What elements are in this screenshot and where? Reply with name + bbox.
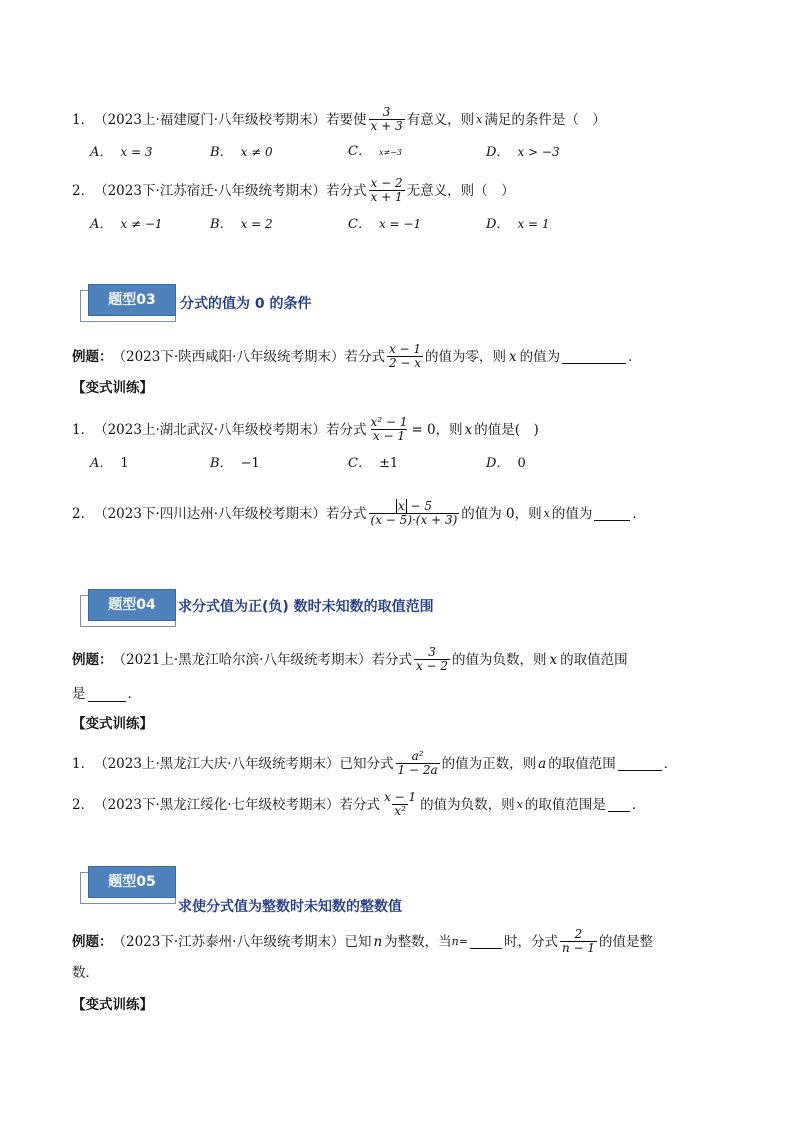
question-number: 2． bbox=[72, 505, 95, 522]
example-label: 例题： bbox=[72, 348, 113, 365]
variable: a bbox=[538, 755, 547, 772]
section-title: 求分式值为正(负) 数时未知数的取值范围 bbox=[178, 599, 434, 615]
question-text: 的值为 bbox=[551, 505, 593, 522]
question-number: 2． bbox=[72, 796, 95, 813]
training-label: 【变式训练】 bbox=[72, 716, 153, 732]
option-a: A． 1 bbox=[90, 456, 129, 471]
question-text: 无意义，则（ ） bbox=[406, 182, 515, 199]
question-text: 是 bbox=[72, 686, 86, 702]
equals-sign: = bbox=[458, 934, 468, 948]
question-text: （2023上·湖北武汉·八年级校考期末）若分式 bbox=[94, 421, 367, 438]
example-line-2: 数． bbox=[72, 965, 99, 981]
variable: x bbox=[476, 112, 483, 126]
answer-blank[interactable] bbox=[608, 797, 630, 812]
variable: x bbox=[509, 348, 517, 365]
option-c: C． x≠−3 bbox=[348, 144, 402, 159]
question-text: 满足的条件是（ ） bbox=[484, 111, 606, 128]
question-number: 1． bbox=[72, 111, 95, 128]
fraction bbox=[414, 646, 450, 673]
variable: x bbox=[549, 651, 558, 668]
question-number: 2． bbox=[72, 182, 95, 199]
fraction-numerator: x − 1 bbox=[388, 342, 422, 356]
fraction-numerator: x² − 1 bbox=[370, 415, 408, 429]
question-text: 的值为 0，则 bbox=[461, 505, 542, 522]
question-text: （2021上·黑龙江哈尔滨·八年级统考期末）若分式 bbox=[112, 651, 412, 668]
question-text: （2023下·黑龙江绥化·七年级校考期末）若分式 bbox=[94, 796, 381, 813]
question-text: 的值为负数，则 bbox=[420, 796, 515, 813]
question-text: ． bbox=[631, 796, 646, 813]
question-number: 1． bbox=[72, 755, 95, 772]
option-a: A． x ≠ −1 bbox=[90, 217, 163, 232]
fraction-numerator: x − 1 bbox=[384, 790, 417, 804]
section-badge bbox=[80, 284, 176, 318]
question-text: （2023上·福建厦门·八年级校考期末）若要使 bbox=[94, 111, 367, 128]
question-text: = 0，则 bbox=[411, 421, 463, 438]
question-text: ． bbox=[632, 505, 646, 522]
question-text: 的取值范围 bbox=[548, 755, 616, 772]
fraction-denominator: x² bbox=[394, 804, 406, 818]
example-label: 例题： bbox=[72, 933, 113, 950]
answer-blank[interactable] bbox=[470, 934, 502, 949]
fraction-numerator: x − 2 bbox=[370, 176, 403, 190]
numerator-rest: − 5 bbox=[410, 499, 432, 513]
answer-blank[interactable] bbox=[562, 349, 626, 364]
fraction-numerator: 3 bbox=[382, 105, 391, 119]
question-text: 的值为 bbox=[519, 348, 561, 365]
variable: x bbox=[516, 797, 523, 811]
fraction-denominator: n − 1 bbox=[561, 941, 596, 955]
fraction-numerator: a² bbox=[411, 749, 424, 763]
example-line-2 bbox=[72, 684, 141, 704]
option-b: B． x = 2 bbox=[210, 217, 273, 232]
training-label: 【变式训练】 bbox=[72, 380, 153, 396]
question-text: （2023下·江苏宿迁·八年级统考期末）若分式 bbox=[94, 182, 367, 199]
question-text: （2023上·黑龙江大庆·八年级统考期末）已知分式 bbox=[94, 755, 394, 772]
question-text: 的值是整 bbox=[599, 933, 654, 950]
option-d: D． x > −3 bbox=[486, 145, 560, 160]
question-text: （2023下·陕西咸阳·八年级统考期末）若分式 bbox=[112, 348, 385, 365]
badge-label: 题型05 bbox=[88, 866, 176, 898]
question-number: 1． bbox=[72, 421, 95, 438]
question-2 bbox=[72, 177, 515, 204]
question-2 bbox=[72, 500, 646, 527]
option-b: B． x ≠ 0 bbox=[210, 145, 273, 160]
variable: n bbox=[373, 933, 383, 950]
question-text: ． bbox=[628, 348, 642, 365]
badge-label: 题型04 bbox=[88, 589, 176, 621]
section-badge bbox=[80, 866, 176, 900]
fraction bbox=[369, 177, 405, 204]
variable: n bbox=[451, 934, 459, 948]
option-d: D． x = 1 bbox=[486, 217, 550, 232]
fraction bbox=[369, 500, 460, 527]
example bbox=[72, 928, 653, 955]
option-c: C． x = −1 bbox=[348, 217, 422, 232]
fraction bbox=[369, 106, 405, 133]
section-title: 分式的值为 0 的条件 bbox=[180, 296, 312, 312]
variable: x bbox=[464, 421, 473, 438]
question-text: 的取值范围是 bbox=[524, 796, 606, 813]
section-title: 求使分式值为整数时未知数的整数值 bbox=[178, 899, 402, 915]
fraction-denominator: x + 1 bbox=[370, 190, 403, 204]
question-text: 的值是( ) bbox=[474, 421, 539, 438]
option-b: B． −1 bbox=[210, 456, 260, 471]
question-text: （2023下·江苏泰州·八年级统考期末）已知 bbox=[112, 933, 372, 950]
question-text: 的值为零，则 bbox=[425, 348, 507, 365]
example bbox=[72, 343, 642, 370]
question-2 bbox=[72, 791, 645, 818]
question-text: （2023下·四川达州·八年级校考期末）若分式 bbox=[94, 505, 367, 522]
question-text: 的值为负数，则 bbox=[452, 651, 547, 668]
fraction-denominator: 2 − x bbox=[388, 356, 422, 370]
badge-label: 题型03 bbox=[88, 284, 176, 316]
question-text: ． bbox=[663, 755, 678, 772]
question-text: ． bbox=[127, 686, 141, 702]
fraction-numerator: 3 bbox=[428, 645, 436, 659]
fraction-denominator: 1 − 2a bbox=[397, 763, 438, 777]
section-badge bbox=[80, 589, 176, 623]
question-text: 的值为正数，则 bbox=[441, 755, 537, 772]
variable: x bbox=[543, 506, 550, 520]
fraction-denominator: x − 2 bbox=[415, 659, 449, 673]
question-text: 为整数，当 bbox=[384, 933, 452, 950]
answer-blank[interactable] bbox=[88, 687, 126, 702]
fraction-numerator bbox=[394, 500, 434, 513]
question-text: 时，分式 bbox=[503, 933, 558, 950]
fraction-denominator: x + 3 bbox=[370, 119, 403, 133]
question-1 bbox=[72, 750, 677, 777]
option-a: A． x = 3 bbox=[90, 145, 153, 160]
question-text: 有意义，则 bbox=[406, 111, 475, 128]
answer-blank[interactable] bbox=[618, 756, 662, 771]
fraction-denominator: x − 1 bbox=[372, 429, 406, 443]
option-d: D． 0 bbox=[486, 456, 526, 471]
fraction bbox=[560, 928, 597, 955]
question-text: 的取值范围 bbox=[560, 651, 628, 668]
question-1 bbox=[72, 416, 539, 443]
fraction-denominator: (x − 5)·(x + 3) bbox=[370, 513, 458, 527]
absolute-value: x bbox=[397, 499, 405, 513]
example bbox=[72, 646, 628, 673]
fraction bbox=[369, 416, 410, 443]
fraction-numerator: 2 bbox=[574, 927, 583, 941]
fraction bbox=[387, 343, 423, 370]
fraction bbox=[396, 750, 440, 777]
option-c: C． ±1 bbox=[348, 456, 399, 471]
training-label: 【变式训练】 bbox=[72, 997, 153, 1013]
example-label: 例题： bbox=[72, 651, 113, 668]
question-1 bbox=[72, 106, 606, 133]
fraction bbox=[382, 791, 418, 818]
answer-blank[interactable] bbox=[594, 506, 630, 521]
